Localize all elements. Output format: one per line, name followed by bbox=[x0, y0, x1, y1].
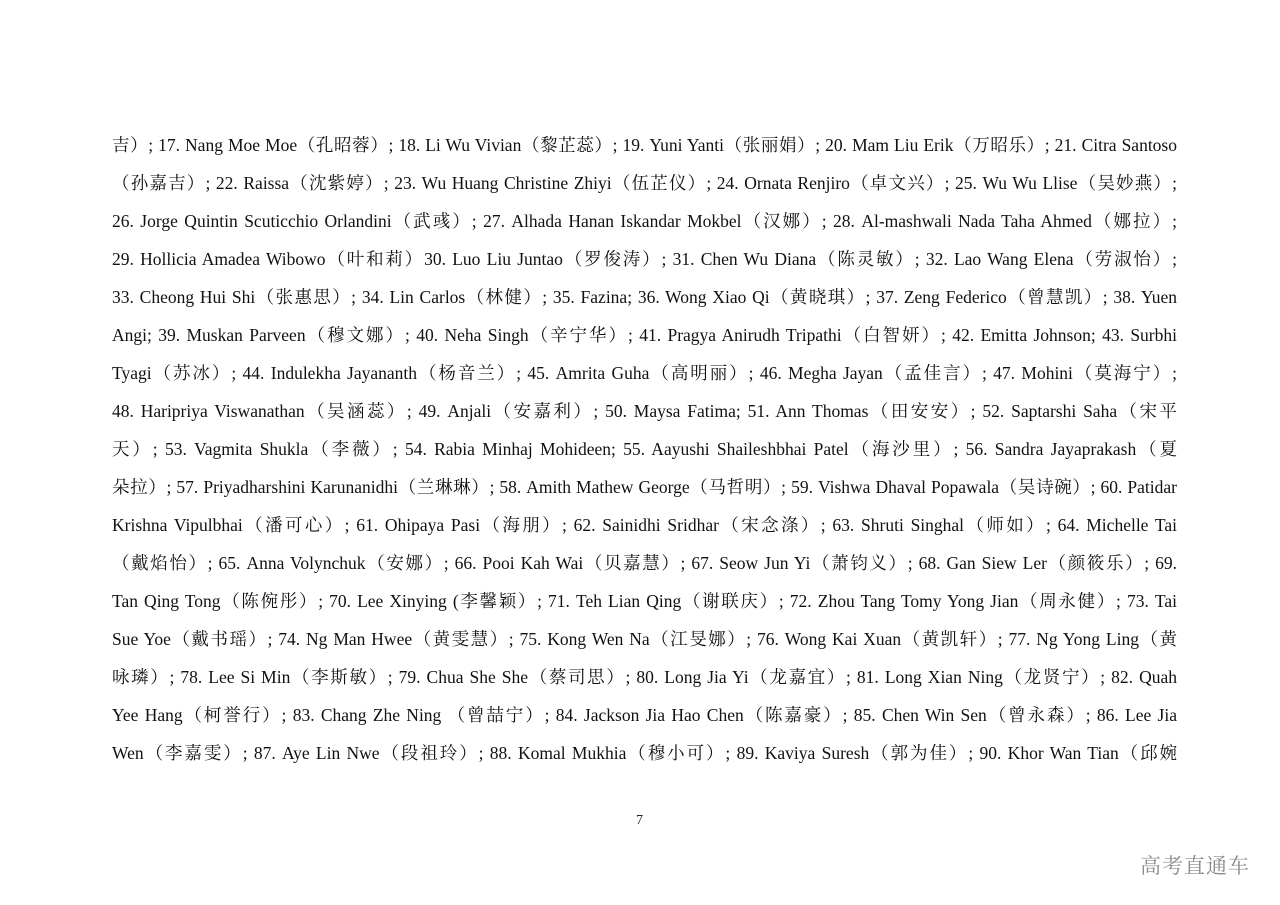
text-line: 26. Jorge Quintin Scuticchio Orlandini（武彧）; 27. Alhada Hanan Iskandar Mokbel（汉娜）; 28. Al-mashwali Nada Taha Ahmed（娜拉）; bbox=[112, 211, 1177, 231]
watermark-logo: 高考直通车 bbox=[1140, 854, 1250, 878]
text-line: Angi; 39. Muskan Parveen（穆文娜）; 40. Neha Singh（辛宁华）; 41. Pragya Anirudh Tripathi（白智妍）; 42. Emitta Johnson; 43. Surbhi bbox=[112, 325, 1177, 345]
text-line: Sue Yoe（戴书瑶）; 74. Ng Man Hwee（黄雯慧）; 75. Kong Wen Na（江旻娜）; 76. Wong Kai Xuan（黄凯轩）; 77. Ng Yong Ling（黄 bbox=[112, 629, 1177, 649]
text-line: 48. Haripriya Viswanathan（吴涵蕊）; 49. Anjali（安嘉利）; 50. Maysa Fatima; 51. Ann Thomas（田安安）; 52. Saptarshi Saha（宋平 bbox=[112, 401, 1177, 421]
text-line: （戴焰怡）; 65. Anna Volynchuk（安娜）; 66. Pooi Kah Wai（贝嘉慧）; 67. Seow Jun Yi（萧钧义）; 68. Gan Siew Ler（颜筱乐）; 69. bbox=[112, 553, 1177, 573]
text-line: 吉）; 17. Nang Moe Moe（孔昭蓉）; 18. Li Wu Vivian（黎芷蕊）; 19. Yuni Yanti（张丽娟）; 20. Mam Liu Erik（万昭乐）; 21. Citra Santoso bbox=[112, 135, 1177, 155]
text-line: 咏璘）; 78. Lee Si Min（李斯敏）; 79. Chua She She（蔡司思）; 80. Long Jia Yi（龙嘉宜）; 81. Long Xian Ning（龙贤宁）; 82. Quah bbox=[112, 667, 1177, 687]
text-line: 朵拉）; 57. Priyadharshini Karunanidhi（兰琳琳）; 58. Amith Mathew George（马哲明）; 59. Vishwa Dhaval Popawala（吴诗碗）; 60. Patidar bbox=[112, 477, 1177, 497]
text-line: 29. Hollicia Amadea Wibowo（叶和莉）30. Luo Liu Juntao（罗俊涛）; 31. Chen Wu Diana（陈灵敏）; 32. Lao Wang Elena（劳淑怡）; bbox=[112, 249, 1177, 269]
text-line: 33. Cheong Hui Shi（张惠思）; 34. Lin Carlos（林健）; 35. Fazina; 36. Wong Xiao Qi（黄晓琪）; 37. Zeng Federico（曾慧凯）; 38. Yuen bbox=[112, 287, 1177, 307]
text-line: 天）; 53. Vagmita Shukla（李薇）; 54. Rabia Minhaj Mohideen; 55. Aayushi Shaileshbhai Patel（海沙里）; 56. Sandra Jayaprakash（夏 bbox=[112, 439, 1177, 459]
text-line: （孙嘉吉）; 22. Raissa（沈紫婷）; 23. Wu Huang Christine Zhiyi（伍芷仪）; 24. Ornata Renjiro（卓文兴）; 25. Wu Wu Llise（吴妙燕）; bbox=[112, 173, 1177, 193]
text-line: Krishna Vipulbhai（潘可心）; 61. Ohipaya Pasi（海朋）; 62. Sainidhi Sridhar（宋念涤）; 63. Shruti Singhal（师如）; 64. Michelle Tai bbox=[112, 515, 1177, 535]
text-line: Yee Hang（柯誉行）; 83. Chang Zhe Ning （曾喆宁）; 84. Jackson Jia Hao Chen（陈嘉豪）; 85. Chen Win Sen（曾永森）; 86. Lee Jia bbox=[112, 705, 1177, 725]
text-line: Wen（李嘉雯）; 87. Aye Lin Nwe（段祖玲）; 88. Komal Mukhia（穆小可）; 89. Kaviya Suresh（郭为佳）; 90. Khor Wan Tian（邱婉 bbox=[112, 743, 1177, 763]
page-number: 7 bbox=[636, 813, 643, 828]
name-list-paragraph bbox=[112, 128, 1177, 774]
text-line: Tyagi（苏冰）; 44. Indulekha Jayananth（杨音兰）; 45. Amrita Guha（高明丽）; 46. Megha Jayan（孟佳言）; 47. Mohini（莫海宁）; bbox=[112, 363, 1177, 383]
text-line: Tan Qing Tong（陈倇彤）; 70. Lee Xinying (李馨颖）; 71. Teh Lian Qing（谢联庆）; 72. Zhou Tang Tomy Yong Jian（周永健）; 73. Tai bbox=[112, 591, 1177, 611]
